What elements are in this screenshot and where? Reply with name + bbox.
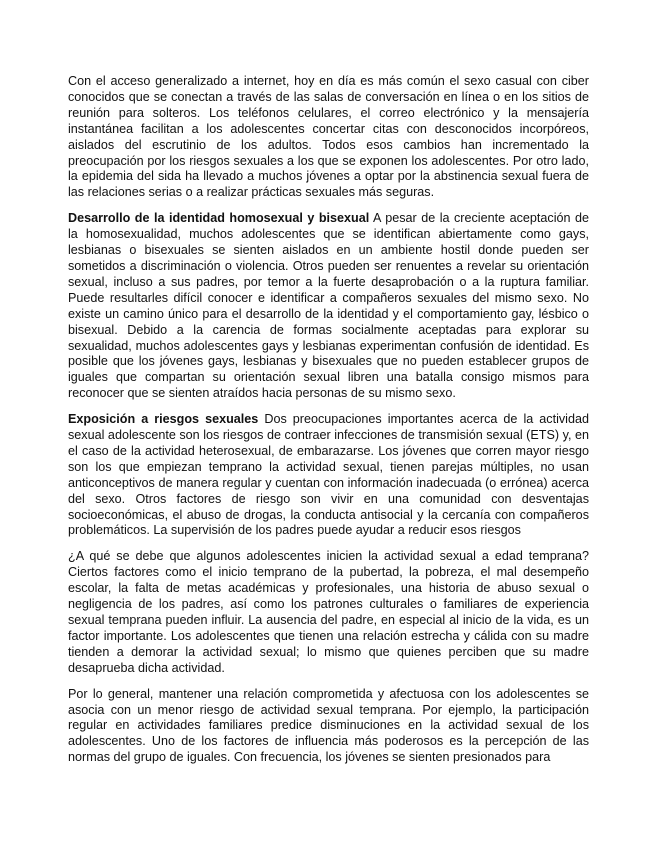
paragraph-text: A pesar de la creciente aceptación de la homosexualidad, muchos adolescentes que se identifican abiertamente como gays, lesbianas o bisexuales se sienten aislados en un ambiente hostil donde pueden ser sometidos a discriminación o violencia. Otros pueden ser renuentes a revelar su orientación sexual, incluso a sus padres, por temor a la fuerte desaprobación o a la ruptura familiar. Puede resultarles difícil conocer e identificar a compañeros sexuales del mismo sexo. No existe un camino único para el desarrollo de la identidad y el comportamiento gay, lésbico o bisexual. Debido a la carencia de formas socialmente aceptadas para explorar su sexualidad, muchos adolescentes gays y lesbianas experimentan confusión de identidad. Es posible que los jóvenes gays, lesbianas y bisexuales que no pueden establecer grupos de iguales que compartan su orientación sexual libren una batalla consigo mismos para reconocer que se sienten atraídos hacia personas de su mismo sexo. — [68, 211, 589, 401]
paragraph-text: Dos preocupaciones importantes acerca de la actividad sexual adolescente son los riesgos de contraer infecciones de transmisión sexual (ETS) y, en el caso de la actividad heterosexual, de embarazarse. Los jóvenes que corren mayor riesgo son los que empiezan temprano la actividad sexual, tienen parejas múltiples, no usan anticonceptivos de manera regular y cuentan con información inadecuada (o errónea) acerca del sexo. Otros factores de riesgo son vivir en una comunidad con desventajas socioeconómicas, el abuso de drogas, la conducta antisocial y la cercanía con compañeros problemáticos. La supervisión de los padres puede ayudar a reducir esos riesgos — [68, 412, 589, 538]
paragraph-identity-development — [68, 211, 589, 402]
paragraph-internet-casual-sex — [68, 74, 589, 201]
paragraph-text: Por lo general, mantener una relación comprometida y afectuosa con los adolescentes se asocia con un menor riesgo de actividad sexual temprana. Por ejemplo, la participación regular en actividades familiares predice disminuciones en la actividad sexual de los adolescentes. Uno de los factores de influencia más poderosos es la percepción de las normas del grupo de iguales. Con frecuencia, los jóvenes se sienten presionados para — [68, 686, 589, 765]
paragraph-sexual-risks — [68, 412, 589, 539]
paragraph-early-activity — [68, 549, 589, 676]
section-heading-identity: Desarrollo de la identidad homosexual y bisexual — [68, 211, 370, 226]
section-heading-risks: Exposición a riesgos sexuales — [68, 412, 259, 427]
paragraph-text: ¿A qué se debe que algunos adolescentes inicien la actividad sexual a edad temprana? Ciertos factores como el inicio temprano de la pubertad, la pobreza, el mal desempeño escolar, la falta de metas académicas y profesionales, una historia de abuso sexual o negligencia de los padres, así como los patrones culturales o familiares de experiencia sexual temprana pueden influir. La ausencia del padre, en especial al inicio de la vida, es un factor importante. Los adolescentes que tienen una relación estrecha y cálida con su madre tienden a demorar la actividad sexual; lo mismo que quienes perciben que su madre desaprueba dicha actividad. — [68, 549, 589, 675]
document-page — [68, 74, 589, 776]
paragraph-family-relationship — [68, 687, 589, 767]
paragraph-text: Con el acceso generalizado a internet, hoy en día es más común el sexo casual con ciber conocidos que se conectan a través de las salas de conversación en línea o en los sitios de reunión para solteros. Los teléfonos celulares, el correo electrónico y la mensajería instantánea facilitan a los adolescentes concertar citas con desconocidos incorpóreos, aislados del escrutinio de los adultos. Todos esos cambios han incrementado la preocupación por los riesgos sexuales a los que se exponen los adolescentes. Por otro lado, la epidemia del sida ha llevado a muchos jóvenes a optar por la abstinencia sexual fuera de las relaciones serias o a realizar prácticas sexuales más seguras. — [68, 74, 589, 200]
